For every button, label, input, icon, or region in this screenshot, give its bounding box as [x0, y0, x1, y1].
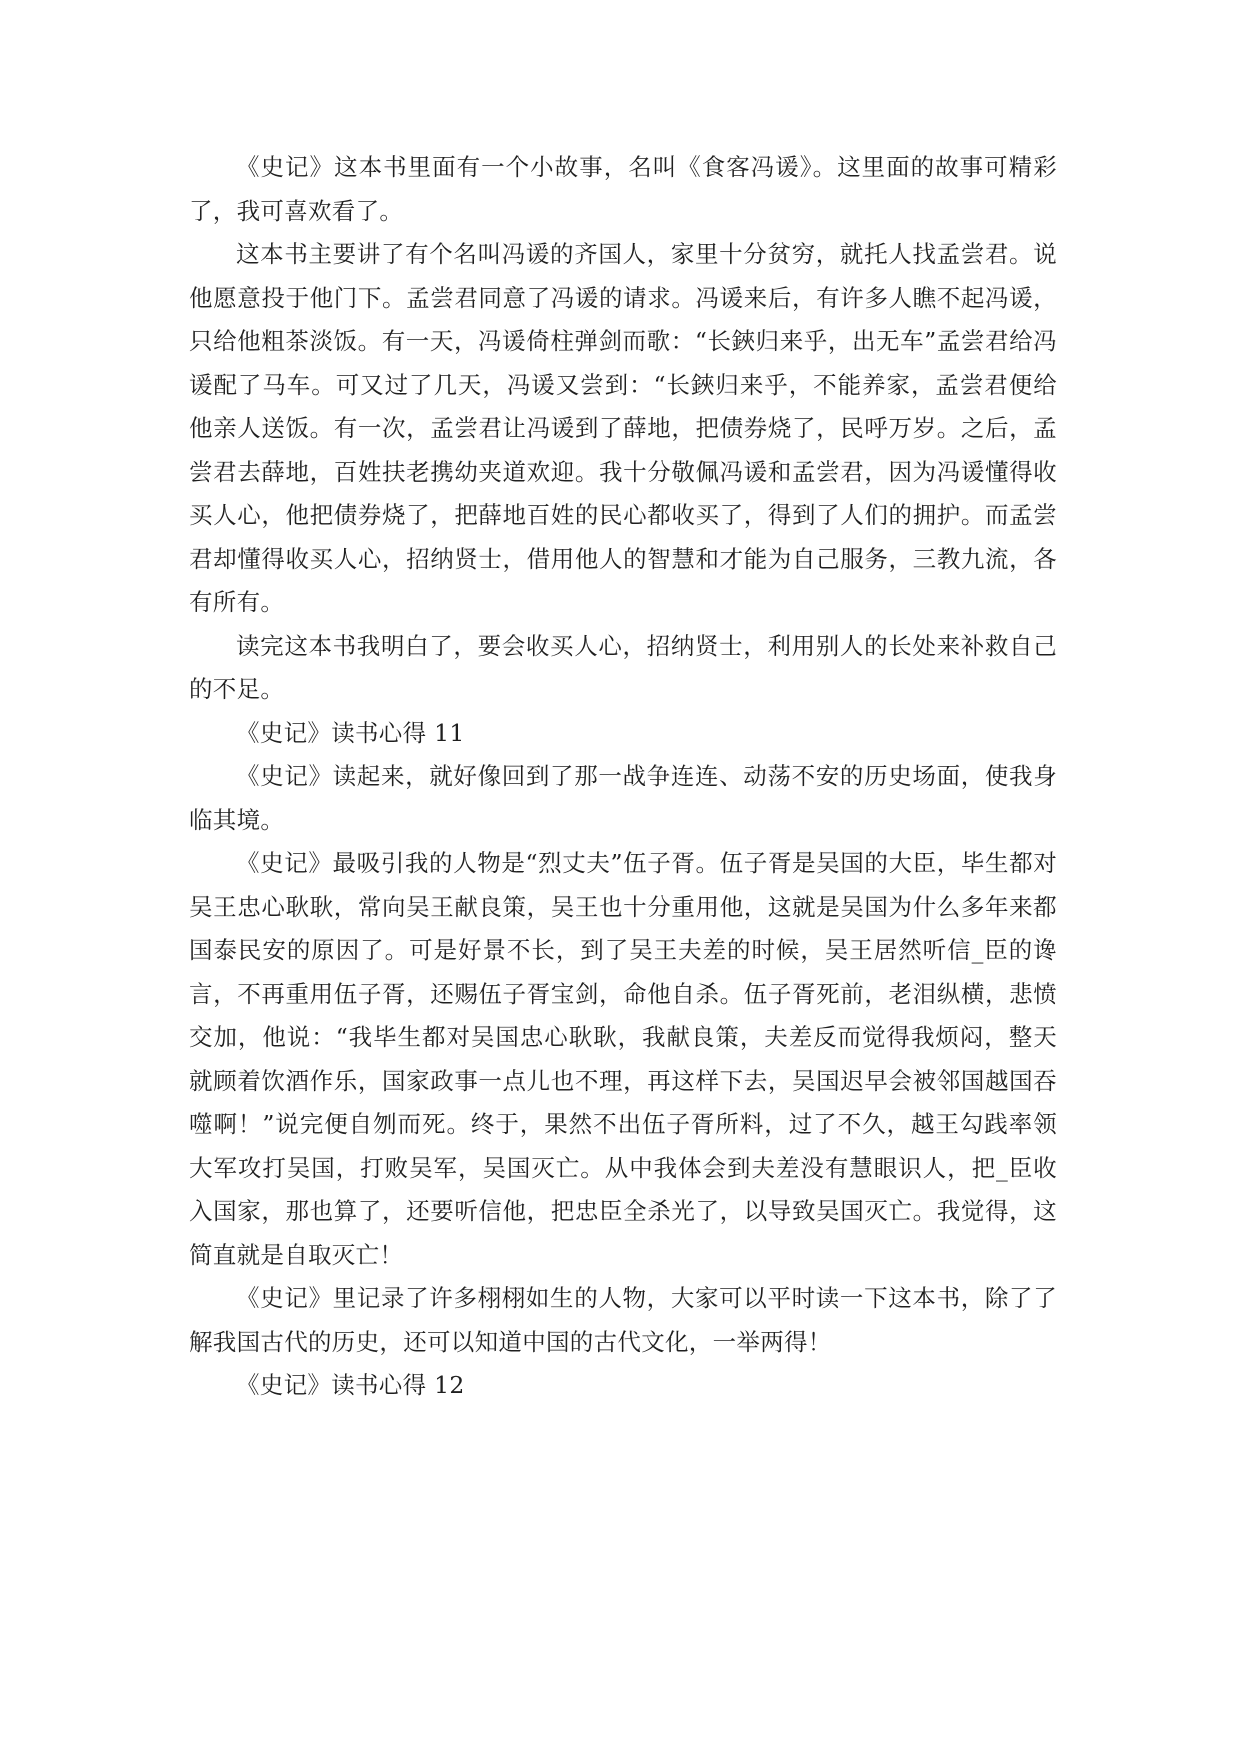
paragraph: 《史记》最吸引我的人物是“烈丈夫”伍子胥。伍子胥是吴国的大臣，毕生都对吴王忠心耿耿，常向吴王献良策，吴王也十分重用他，这就是吴国为什么多年来都国泰民安的原因了。可是好景不长，到了吴王夫差的时候，吴王居然听信_臣的谗言，不再重用伍子胥，还赐伍子胥宝剑，命他自杀。伍子胥死前，老泪纵横，悲愤交加，他说：“我毕生都对吴国忠心耿耿，我献良策，夫差反而觉得我烦闷，整天就顾着饮酒作乐，国家政事一点儿也不理，再这样下去，吴国迟早会被邻国越国吞噬啊！”说完便自刎而死。终于，果然不出伍子胥所料，过了不久，越王勾践率领大军攻打吴国，打败吴军，吴国灭亡。从中我体会到夫差没有慧眼识人，把_臣收入国家，那也算了，还要听信他，把忠臣全杀光了，以导致吴国灭亡。我觉得，这简直就是自取灭亡！ [189, 849, 1057, 1269]
paragraph: 这本书主要讲了有个名叫冯谖的齐国人，家里十分贫穷，就托人找孟尝君。说他愿意投于他门下。孟尝君同意了冯谖的请求。冯谖来后，有许多人瞧不起冯谖，只给他粗茶淡饭。有一天，冯谖倚柱弹剑而歌：“长鋏归来乎，出无车”孟尝君给冯谖配了马车。可又过了几天，冯谖又尝到：“长鋏归来乎，不能养家，孟尝君便给他亲人送饭。有一次，孟尝君让冯谖到了薛地，把债券烧了，民呼万岁。之后，孟尝君去薛地，百姓扶老携幼夹道欢迎。我十分敬佩冯谖和孟尝君，因为冯谖懂得收买人心，他把债券烧了，把薛地百姓的民心都收买了，得到了人们的拥护。而孟尝君却懂得收买人心，招纳贤士，借用他人的智慧和才能为自己服务，三教九流，各有所有。 [189, 240, 1057, 616]
document-page [189, 146, 1057, 1408]
paragraph: 《史记》这本书里面有一个小故事，名叫《食客冯谖》。这里面的故事可精彩了，我可喜欢看了。 [189, 153, 1057, 225]
paragraph: 《史记》里记录了许多栩栩如生的人物，大家可以平时读一下这本书，除了了解我国古代的历史，还可以知道中国的古代文化，一举两得！ [189, 1284, 1057, 1356]
section-heading: 《史记》读书心得 12 [236, 1371, 465, 1399]
section-heading: 《史记》读书心得 11 [236, 718, 465, 747]
paragraph: 《史记》读起来，就好像回到了那一战争连连、动荡不安的历史场面，使我身临其境。 [189, 762, 1057, 834]
paragraph: 读完这本书我明白了，要会收买人心，招纳贤士，利用别人的长处来补救自己的不足。 [189, 631, 1057, 703]
